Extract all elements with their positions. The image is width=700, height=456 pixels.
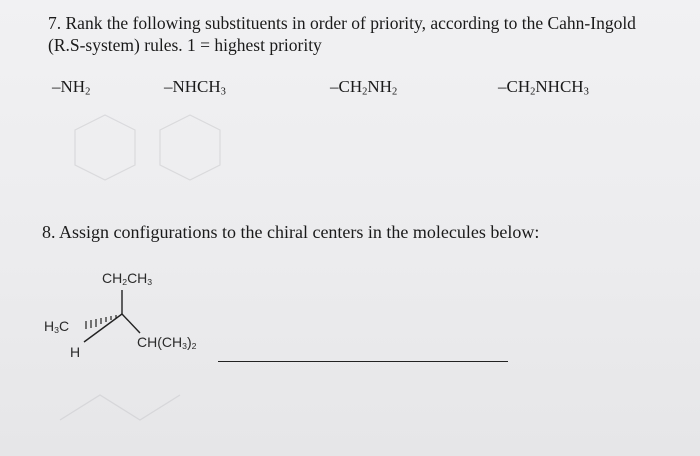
molecule-right-group: $CH(CH_3)_2$ [137,334,197,352]
molecule-top-group: $CH_2CH_3$ [102,270,153,288]
substituent-nh2: $-NH_2$ [52,77,91,98]
substituent-nhch3: $-NHCH_3$ [164,77,226,98]
question-8: 8. Assign configurations to the chiral centers in the molecules below: [42,222,540,242]
question-7 [48,12,636,56]
answer-blank-line[interactable] [218,361,508,362]
question-7-line1: 7. Rank the following substituents in order of priority, according to the Cahn-Ingold [48,13,636,33]
molecule-left-group: $H_3C$ [44,318,70,336]
substituent-ch2nhch3: $-CH_2NHCH_3$ [498,77,589,98]
hashed-wedge-bond [86,315,116,329]
bond-right [122,314,140,333]
bond-down [84,314,122,342]
question-7-line2: (R.S-system) rules. 1 = highest priority [48,35,322,55]
substituent-ch2nh2: $-CH_2NH_2$ [330,77,398,98]
molecule-bottom-h: H [70,344,81,360]
